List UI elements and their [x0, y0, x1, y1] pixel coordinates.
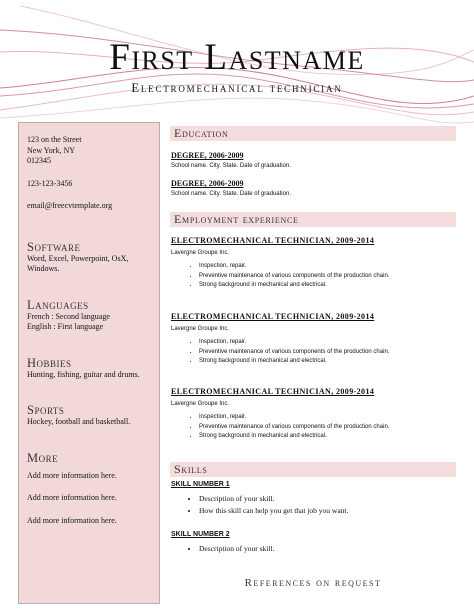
job-company: Lavergne Groupe Inc.	[171, 326, 230, 332]
language-line: French : Second language	[27, 311, 110, 321]
skill-item: • How this skill can help you get that job you want.	[199, 505, 456, 517]
job-company: Lavergne Groupe Inc.	[171, 250, 230, 256]
job-title: Electromechanical technician	[131, 81, 343, 95]
job-bullet: • Strong background in mechanical and electrical.	[199, 281, 456, 291]
language-line: English : First language	[27, 322, 104, 331]
contact-email: email@freecvtemplate.org	[27, 201, 113, 210]
education-heading: Education	[174, 126, 229, 140]
job-entry	[171, 236, 456, 291]
skills-heading: Skills	[174, 462, 208, 476]
job-bullet: • Strong background in mechanical and electrical.	[199, 357, 456, 367]
employment-heading: Employment experience	[174, 212, 299, 226]
education-header-bar	[170, 126, 456, 141]
job-title: ELECTROMECHANICAL TECHNICIAN, 2009-2014	[171, 312, 375, 321]
degree-detail: School name. City. State. Date of graduation.	[171, 163, 291, 169]
degree-title: DEGREE, 2006-2009	[171, 179, 244, 188]
more-item: Add more information here.	[27, 470, 117, 480]
contact-zip: 012345	[27, 156, 51, 165]
contact-city: New York, NY	[27, 145, 76, 155]
employment-header-bar	[170, 212, 456, 227]
job-bullet: • Preventive maintenance of various components of the production chain.	[199, 348, 456, 358]
sports-heading: Sports	[27, 403, 65, 417]
sidebar	[18, 122, 160, 604]
job-bullet: • Strong background in mechanical and electrical.	[199, 432, 456, 442]
job-bullets	[171, 338, 456, 367]
sports-text: Hockey, football and basketball.	[27, 417, 131, 426]
job-bullets	[171, 262, 456, 291]
job-entry	[171, 387, 456, 442]
candidate-name: First Lastname	[109, 37, 365, 78]
references-note: References on request	[244, 577, 382, 589]
hobbies-heading: Hobbies	[27, 355, 72, 370]
more-item: Add more information here.	[27, 493, 117, 502]
languages-heading: Languages	[27, 297, 89, 312]
more-heading: More	[27, 450, 59, 465]
degree-detail: School name. City. State. Date of graduation.	[171, 191, 291, 197]
skill-item: • Description of your skill.	[199, 493, 456, 505]
job-bullet: • Inspection, repair.	[199, 262, 456, 272]
hobbies-text: Hunting, fishing, guitar and drums.	[27, 369, 140, 379]
contact-street: 123 on the Street	[27, 135, 82, 144]
skill-item: • Description of your skill.	[199, 543, 456, 555]
skills-header-bar	[170, 462, 456, 477]
more-item: Add more information here.	[27, 515, 117, 525]
software-text: Word, Excel, Powerpoint, OsX, Windows.	[27, 253, 129, 273]
job-title: ELECTROMECHANICAL TECHNICIAN, 2009-2014	[171, 387, 375, 396]
job-company: Lavergne Groupe Inc.	[171, 401, 230, 407]
software-heading: Software	[27, 239, 81, 254]
job-bullet: • Inspection, repair.	[199, 413, 456, 423]
job-bullets	[171, 413, 456, 442]
education-section	[171, 151, 456, 197]
contact-phone: 123-123-3456	[27, 178, 73, 188]
skills-section	[171, 481, 456, 555]
skill-bullets	[171, 493, 456, 517]
skill-name: SKILL NUMBER 2	[171, 531, 230, 538]
skill-bullets	[171, 543, 456, 555]
job-bullet: • Preventive maintenance of various components of the production chain.	[199, 272, 456, 282]
skill-name: SKILL NUMBER 1	[171, 481, 230, 488]
job-bullet: • Inspection, repair.	[199, 338, 456, 348]
job-bullet: • Preventive maintenance of various components of the production chain.	[199, 423, 456, 433]
job-entry	[171, 312, 456, 367]
job-title: ELECTROMECHANICAL TECHNICIAN, 2009-2014	[171, 236, 375, 245]
degree-title: DEGREE, 2006-2009	[171, 151, 244, 160]
